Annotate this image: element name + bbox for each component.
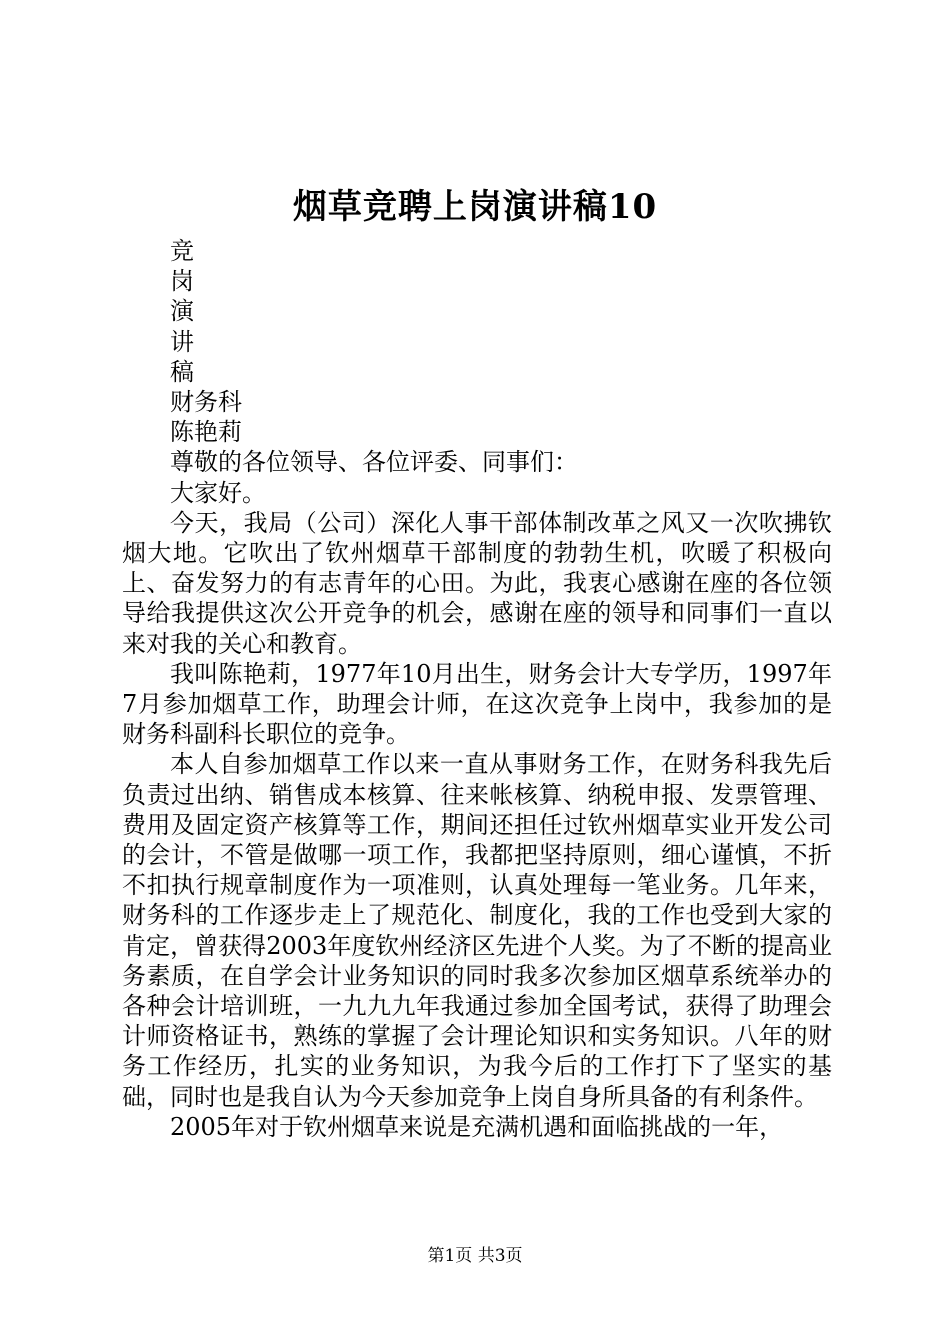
heading-char: 竞 (170, 237, 194, 265)
heading-char: 岗 (170, 267, 194, 296)
document-title: 烟草竞聘上岗演讲稿10 (292, 187, 658, 227)
heading-char: 讲 (170, 327, 194, 356)
body-paragraph: 今天，我局（公司）深化人事干部体制改革之风又一次吹拂钦烟大地。它吹出了钦州烟草干部制度的勃勃生机，吹暖了积极向上、奋发努力的有志青年的心田。为此，我衷心感谢在座的各位领导给我提供这次公开竞争的机会，感谢在座的领导和同事们一直以来对我的关心和教育。 (122, 508, 832, 658)
document-body (122, 236, 832, 1142)
salutation-line: 尊敬的各位领导、各位评委、同事们： (170, 448, 578, 477)
body-paragraph: 我叫陈艳莉，1977年10月出生，财务会计大专学历，1997年7月参加烟草工作，助理会计师，在这次竞争上岗中，我参加的是财务科副科长职位的竞争。 (122, 659, 832, 749)
page-number-footer: 第1页 共3页 (427, 1246, 523, 1266)
heading-char: 演 (170, 297, 194, 326)
body-paragraph: 2005年对于钦州烟草来说是充满机遇和面临挑战的一年， (170, 1112, 784, 1141)
body-paragraph: 本人自参加烟草工作以来一直从事财务工作，在财务科我先后负责过出纳、销售成本核算、往来帐核算、纳税申报、发票管理、费用及固定资产核算等工作，期间还担任过钦州烟草实业开发公司的会计，不管是做哪一项工作，我都把坚持原则，细心谨慎，不折不扣执行规章制度作为一项准则，认真处理每一笔业务。几年来，财务科的工作逐步走上了规范化、制度化，我的工作也受到大家的肯定，曾获得2003年度钦州经济区先进个人奖。为了不断的提高业务素质，在自学会计业务知识的同时我多次参加区烟草系统举办的各种会计培训班，一九九九年我通过参加全国考试，获得了助理会计师资格证书，熟练的掌握了会计理论知识和实务知识。八年的财务工作经历，扎实的业务知识，为我今后的工作打下了坚实的基础，同时也是我自认为今天参加竞争上岗自身所具备的有利条件。 (122, 750, 832, 1111)
greeting-line: 大家好。 (170, 478, 266, 507)
department-line: 财务科 (170, 388, 242, 417)
author-line: 陈艳莉 (170, 418, 242, 447)
heading-char: 稿 (170, 357, 194, 386)
